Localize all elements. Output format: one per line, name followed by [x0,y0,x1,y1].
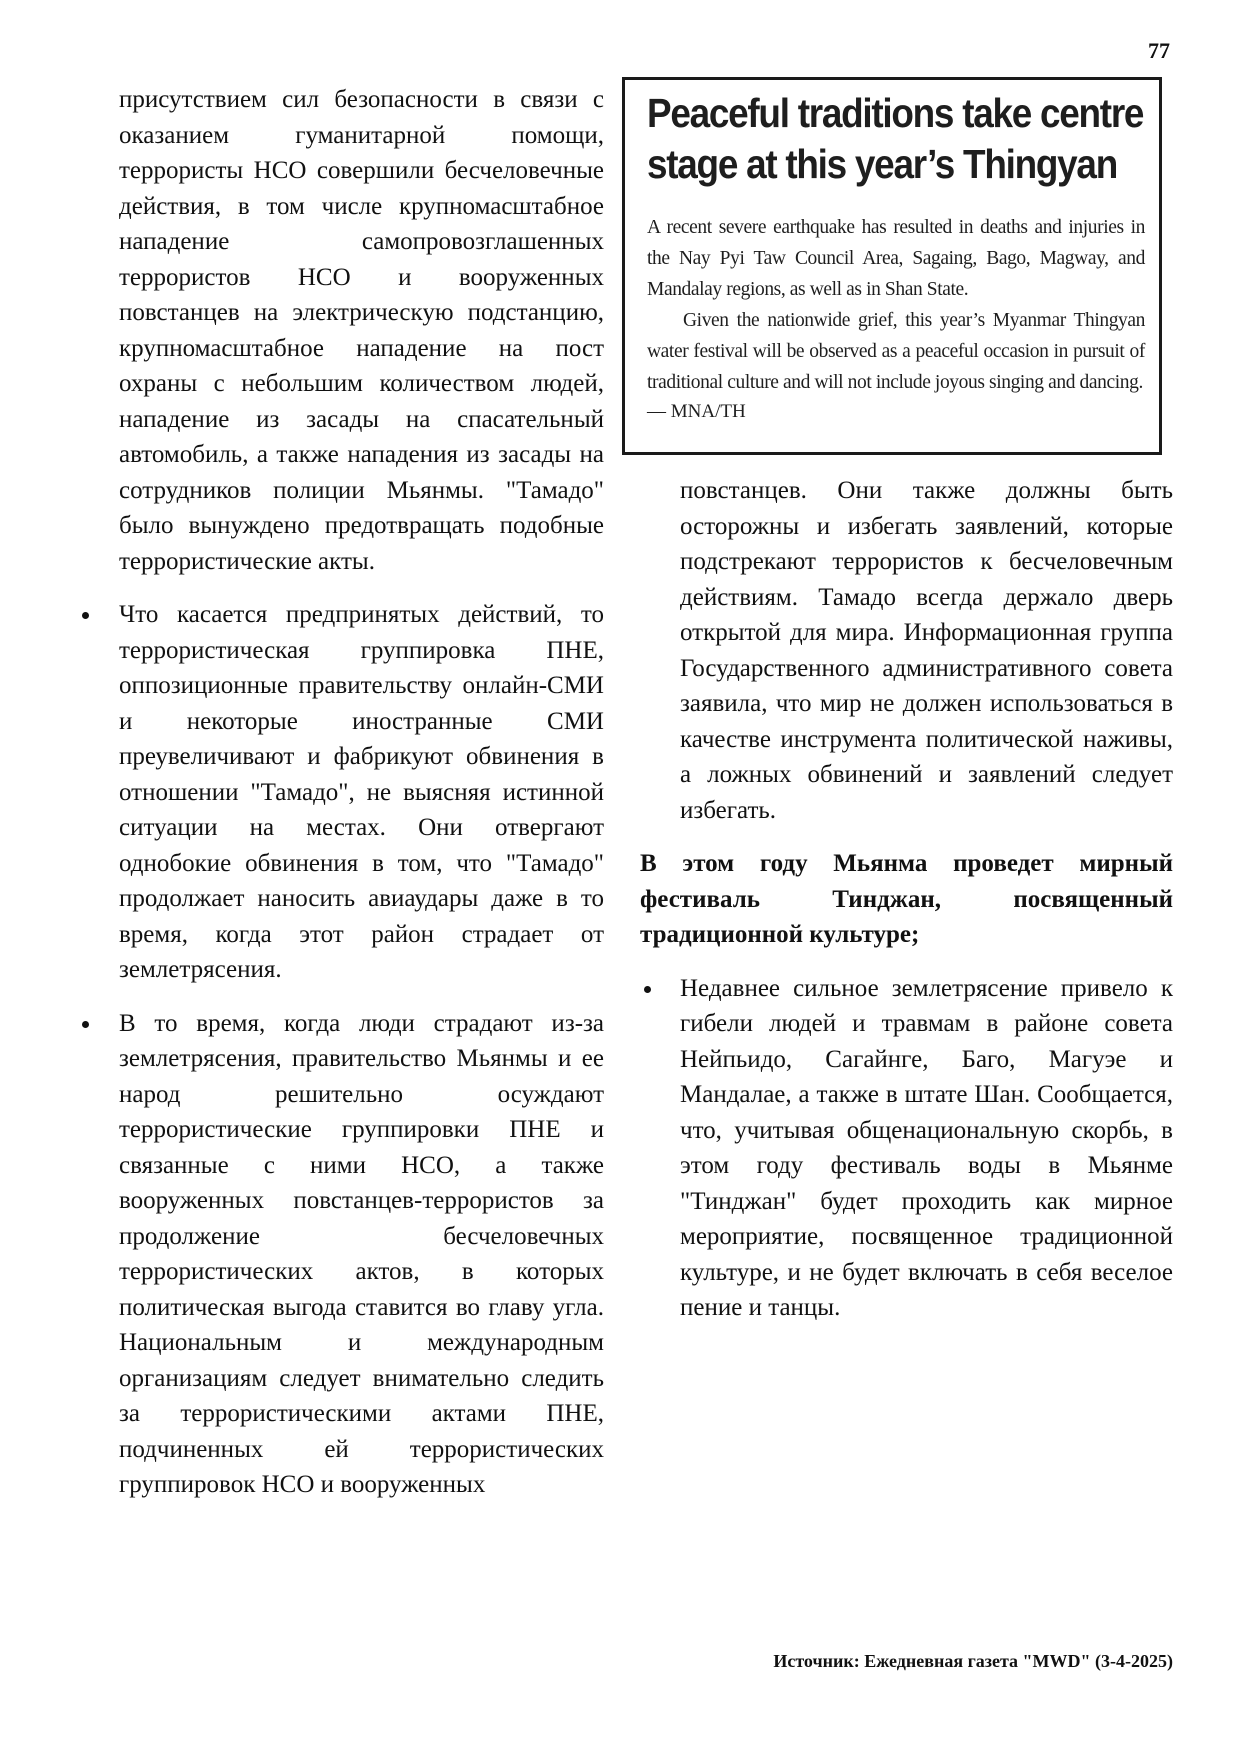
right-continuation-paragraph: повстанцев. Они также должны быть осторожны и избегать заявлений, которые подстрекают террористов к бесчеловечным действиям. Тамадо всегда держало дверь открытой для мира. Информационная группа Государственного административного совета заявила, что мир не должен использоваться в качестве инструмента политической наживы, а ложных обвинений и заявлений следует избегать. [680,477,1173,824]
bullet-item-media-accusations [60,597,604,988]
bullet-dot-icon [82,1021,89,1028]
right-bullet-list [640,971,1173,1326]
bullet-text: Недавнее сильное землетрясение привело к гибели людей и травмам в районе совета Нейпьидо, Сагайнге, Баго, Магуэе и Мандалае, а также в штате Шан. Сообщается, что, учитывая общенациональную скорбь, в этом году фестиваль воды в Мьянме "Тинджан" будет проходить как мирное мероприятие, посвященное традиционной культуре, и не будет включать в себя веселое пение и танцы. [680,974,1173,1321]
clipping-paragraph-2: Given the nationwide grief, this year’s Myanmar Thingyan water festival will be observed as a peaceful occasion in pursuit of traditional culture and will not include joyous singing and dancing. [647,310,1145,393]
bullet-text: В то время, когда люди страдают из-за землетрясения, правительство Мьянмы и ее народ решительно осуждают террористические группировки ПНЕ и связанные с ними НСО, а также вооруженных повстанцев-террористов за продолжение бесчеловечных террористических актов, в которых политическая выгода ставится во главу угла. Национальным и международным организациям следует внимательно следить за террористическими актами ПНЕ, подчиненных ей террористических группировок НСО и вооруженных [119,1009,604,1498]
source-citation: Источник: Ежедневная газета "MWD" (3-4-2025) [773,1651,1173,1671]
page-number: 77 [1148,38,1170,63]
newspaper-clipping [622,77,1162,455]
bullet-dot-icon [82,612,89,619]
clipping-headline: Peaceful traditions take centre stage at this year’s Thingyan [647,90,1144,187]
left-column [60,82,604,1521]
clipping-credit: — MNA/TH [647,401,746,422]
left-continuation-paragraph: присутствием сил безопасности в связи с оказанием гуманитарной помощи, террористы НСО совершили бесчеловечные действия, в том числе крупномасштабное нападение самопровозглашенных террористов НСО и вооруженных повстанцев на электрическую подстанцию, крупномасштабное нападение на пост охраны с небольшим количеством людей, нападение из засады на спасательный автомобиль, а также нападения из засады на сотрудников полиции Мьянмы. "Тамадо" было вынуждено предотвращать подобные террористические акты. [119,86,604,575]
bullet-dot-icon [644,986,651,993]
bullet-item-condemnation [60,1006,604,1503]
section-heading-thingyan: В этом году Мьянма проведет мирный фестиваль Тинджан, посвященный традиционной культуре; [640,850,1173,948]
bullet-item-earthquake [640,971,1173,1326]
bullet-text: Что касается предпринятых действий, то террористическая группировка ПНЕ, оппозиционные правительству онлайн-СМИ и некоторые иностранные СМИ преувеличивают и фабрикуют обвинения в отношении "Тамадо", не выясняя истинной ситуации на местах. Они отвергают однобокие обвинения в том, что "Тамадо" продолжает наносить авиаудары даже в то время, когда этот район страдает от землетрясения. [119,601,604,983]
clipping-paragraph-1: A recent severe earthquake has resulted in deaths and injuries in the Nay Pyi Taw Council Area, Sagaing, Bago, Magway, and Mandalay regions, as well as in Shan State. [647,217,1145,300]
left-bullet-list [60,597,604,1503]
right-column [640,473,1173,1344]
